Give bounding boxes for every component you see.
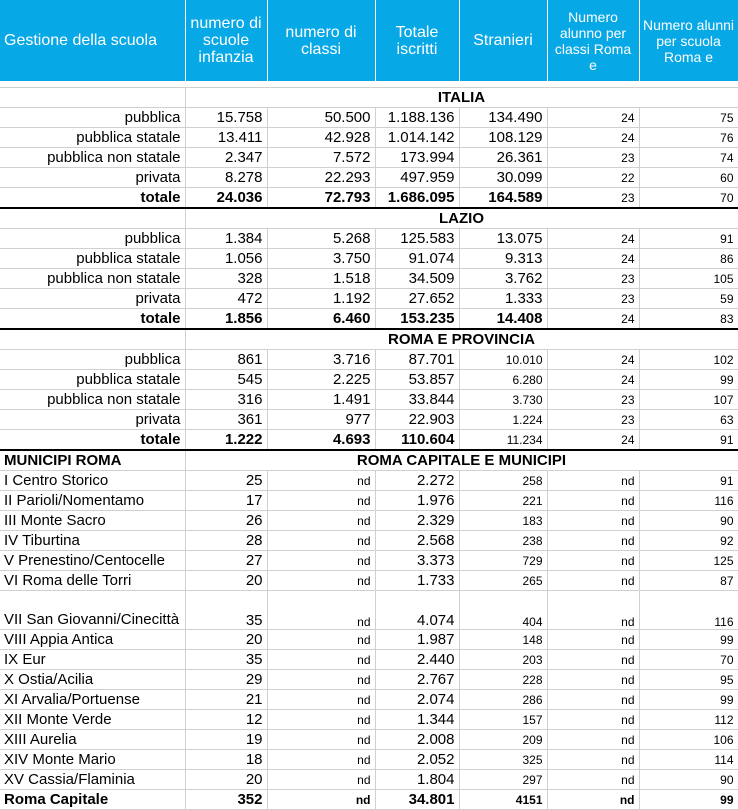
row-label: XIV Monte Mario [0, 750, 185, 770]
cell-per-classe: 24 [547, 370, 639, 390]
cell-iscritti: 2.052 [375, 750, 459, 770]
cell-scuole: 328 [185, 269, 267, 289]
cell-classi: nd [267, 471, 375, 491]
row-label: II Parioli/Nomentamo [0, 491, 185, 511]
cell-stranieri: 164.589 [459, 188, 547, 209]
cell-per-classe: 24 [547, 249, 639, 269]
row-label: privata [0, 410, 185, 430]
cell-classi: 72.793 [267, 188, 375, 209]
cell-per-scuola: 107 [639, 390, 738, 410]
header-numero-scuole: numero di scuole infanzia [185, 0, 267, 81]
cell-stranieri: 203 [459, 650, 547, 670]
table-row [0, 370, 738, 390]
cell-iscritti: 34.509 [375, 269, 459, 289]
cell-scuole: 18 [185, 750, 267, 770]
cell-iscritti: 173.994 [375, 148, 459, 168]
cell-scuole: 35 [185, 591, 267, 630]
cell-per-classe: nd [547, 790, 639, 810]
cell-scuole: 545 [185, 370, 267, 390]
table-row [0, 289, 738, 309]
table-row [0, 309, 738, 330]
cell-per-scuola: 114 [639, 750, 738, 770]
row-label: totale [0, 309, 185, 330]
header-numero-classi: numero di classi [267, 0, 375, 81]
cell-classi: 7.572 [267, 148, 375, 168]
section-blank-cell [0, 208, 185, 229]
row-label: X Ostia/Acilia [0, 670, 185, 690]
cell-per-scuola: 74 [639, 148, 738, 168]
cell-iscritti: 125.583 [375, 229, 459, 249]
cell-classi: nd [267, 730, 375, 750]
cell-scuole: 12 [185, 710, 267, 730]
cell-iscritti: 34.801 [375, 790, 459, 810]
table-row [0, 128, 738, 148]
table-row [0, 148, 738, 168]
table-row [0, 591, 738, 630]
cell-stranieri: 148 [459, 630, 547, 650]
municipi-heading: MUNICIPI ROMA [0, 450, 185, 471]
cell-classi: 1.491 [267, 390, 375, 410]
cell-per-scuola: 106 [639, 730, 738, 750]
section-title: ROMA E PROVINCIA [185, 329, 738, 350]
cell-iscritti: 2.440 [375, 650, 459, 670]
header-gestione: Gestione della scuola [0, 0, 185, 81]
cell-per-classe: nd [547, 531, 639, 551]
cell-stranieri: 30.099 [459, 168, 547, 188]
cell-classi: nd [267, 690, 375, 710]
row-label: VII San Giovanni/Cinecittà [0, 591, 185, 630]
row-label: privata [0, 289, 185, 309]
cell-stranieri: 729 [459, 551, 547, 571]
cell-classi: 3.716 [267, 350, 375, 370]
row-label: IV Tiburtina [0, 531, 185, 551]
table-row [0, 410, 738, 430]
cell-stranieri: 183 [459, 511, 547, 531]
cell-per-scuola: 99 [639, 630, 738, 650]
row-label: pubblica statale [0, 249, 185, 269]
cell-per-scuola: 90 [639, 511, 738, 531]
cell-classi: 42.928 [267, 128, 375, 148]
table-row [0, 168, 738, 188]
row-label: XV Cassia/Flaminia [0, 770, 185, 790]
cell-classi: 1.518 [267, 269, 375, 289]
cell-classi: 1.192 [267, 289, 375, 309]
cell-iscritti: 4.074 [375, 591, 459, 630]
cell-stranieri: 404 [459, 591, 547, 630]
section-blank-cell [0, 88, 185, 108]
cell-classi: 6.460 [267, 309, 375, 330]
cell-classi: nd [267, 571, 375, 591]
cell-iscritti: 2.008 [375, 730, 459, 750]
cell-scuole: 472 [185, 289, 267, 309]
cell-scuole: 20 [185, 571, 267, 591]
cell-per-scuola: 90 [639, 770, 738, 790]
cell-stranieri: 297 [459, 770, 547, 790]
cell-per-classe: nd [547, 750, 639, 770]
cell-scuole: 361 [185, 410, 267, 430]
cell-per-scuola: 99 [639, 370, 738, 390]
cell-per-classe: nd [547, 591, 639, 630]
row-label: pubblica non statale [0, 269, 185, 289]
cell-iscritti: 91.074 [375, 249, 459, 269]
cell-iscritti: 1.014.142 [375, 128, 459, 148]
cell-classi: nd [267, 630, 375, 650]
row-label: V Prenestino/Centocelle [0, 551, 185, 571]
row-label: pubblica [0, 229, 185, 249]
cell-per-classe: nd [547, 650, 639, 670]
row-label: XII Monte Verde [0, 710, 185, 730]
cell-per-scuola: 99 [639, 790, 738, 810]
cell-per-scuola: 76 [639, 128, 738, 148]
table-row [0, 430, 738, 451]
cell-per-classe: 24 [547, 430, 639, 451]
cell-per-scuola: 70 [639, 188, 738, 209]
table-row [0, 730, 738, 750]
table-row [0, 690, 738, 710]
cell-stranieri: 13.075 [459, 229, 547, 249]
header-alunni-per-scuola: Numero alunni per scuola Roma e [639, 0, 738, 81]
cell-per-scuola: 91 [639, 229, 738, 249]
cell-scuole: 35 [185, 650, 267, 670]
cell-scuole: 24.036 [185, 188, 267, 209]
cell-classi: 977 [267, 410, 375, 430]
cell-stranieri: 157 [459, 710, 547, 730]
table-row [0, 188, 738, 209]
cell-iscritti: 153.235 [375, 309, 459, 330]
row-label: totale [0, 430, 185, 451]
cell-iscritti: 1.686.095 [375, 188, 459, 209]
cell-stranieri: 9.313 [459, 249, 547, 269]
table-body [0, 88, 738, 810]
section-header-row [0, 208, 738, 229]
cell-stranieri: 1.333 [459, 289, 547, 309]
cell-classi: 50.500 [267, 108, 375, 128]
cell-stranieri: 26.361 [459, 148, 547, 168]
cell-per-scuola: 86 [639, 249, 738, 269]
cell-scuole: 8.278 [185, 168, 267, 188]
cell-per-classe: nd [547, 630, 639, 650]
cell-per-scuola: 116 [639, 491, 738, 511]
cell-classi: nd [267, 531, 375, 551]
cell-per-classe: nd [547, 471, 639, 491]
cell-scuole: 352 [185, 790, 267, 810]
row-label: VIII Appia Antica [0, 630, 185, 650]
cell-stranieri: 1.224 [459, 410, 547, 430]
roma-capitale-heading: ROMA CAPITALE E MUNICIPI [185, 450, 738, 471]
table-row [0, 670, 738, 690]
cell-classi: 3.750 [267, 249, 375, 269]
table-row [0, 350, 738, 370]
cell-per-scuola: 116 [639, 591, 738, 630]
cell-per-scuola: 63 [639, 410, 738, 430]
cell-per-classe: 23 [547, 410, 639, 430]
cell-per-scuola: 105 [639, 269, 738, 289]
cell-per-scuola: 75 [639, 108, 738, 128]
cell-scuole: 2.347 [185, 148, 267, 168]
cell-classi: 2.225 [267, 370, 375, 390]
table-row [0, 511, 738, 531]
cell-per-classe: 23 [547, 289, 639, 309]
cell-classi: nd [267, 491, 375, 511]
cell-scuole: 21 [185, 690, 267, 710]
cell-iscritti: 22.903 [375, 410, 459, 430]
table-row [0, 790, 738, 810]
cell-iscritti: 2.272 [375, 471, 459, 491]
cell-classi: 4.693 [267, 430, 375, 451]
cell-scuole: 29 [185, 670, 267, 690]
table-row [0, 471, 738, 491]
cell-stranieri: 3.730 [459, 390, 547, 410]
row-label: XI Arvalia/Portuense [0, 690, 185, 710]
row-label: totale [0, 188, 185, 209]
cell-classi: nd [267, 551, 375, 571]
cell-per-scuola: 112 [639, 710, 738, 730]
cell-scuole: 1.384 [185, 229, 267, 249]
cell-stranieri: 238 [459, 531, 547, 551]
cell-iscritti: 3.373 [375, 551, 459, 571]
cell-per-classe: nd [547, 571, 639, 591]
cell-classi: nd [267, 670, 375, 690]
cell-stranieri: 4151 [459, 790, 547, 810]
table-row [0, 750, 738, 770]
section-title: ITALIA [185, 88, 738, 108]
municipi-header-row [0, 450, 738, 471]
cell-scuole: 26 [185, 511, 267, 531]
header-alunni-per-classe: Numero alunno per classi Roma e [547, 0, 639, 81]
cell-stranieri: 10.010 [459, 350, 547, 370]
cell-iscritti: 53.857 [375, 370, 459, 390]
cell-per-classe: nd [547, 770, 639, 790]
table-row [0, 229, 738, 249]
section-blank-cell [0, 329, 185, 350]
row-label: III Monte Sacro [0, 511, 185, 531]
cell-per-classe: 23 [547, 269, 639, 289]
cell-classi: nd [267, 650, 375, 670]
table-row [0, 531, 738, 551]
cell-classi: 22.293 [267, 168, 375, 188]
table-row [0, 571, 738, 591]
cell-scuole: 19 [185, 730, 267, 750]
cell-per-scuola: 102 [639, 350, 738, 370]
cell-classi: nd [267, 750, 375, 770]
cell-per-scuola: 125 [639, 551, 738, 571]
cell-stranieri: 265 [459, 571, 547, 591]
cell-classi: nd [267, 770, 375, 790]
cell-per-classe: nd [547, 690, 639, 710]
table-row [0, 390, 738, 410]
cell-per-scuola: 70 [639, 650, 738, 670]
cell-classi: nd [267, 710, 375, 730]
cell-per-classe: 24 [547, 229, 639, 249]
section-header-row [0, 329, 738, 350]
cell-iscritti: 2.767 [375, 670, 459, 690]
cell-per-scuola: 83 [639, 309, 738, 330]
row-label: pubblica non statale [0, 148, 185, 168]
table-row [0, 491, 738, 511]
row-label: I Centro Storico [0, 471, 185, 491]
cell-iscritti: 497.959 [375, 168, 459, 188]
cell-stranieri: 134.490 [459, 108, 547, 128]
row-label: privata [0, 168, 185, 188]
cell-scuole: 316 [185, 390, 267, 410]
cell-per-classe: 24 [547, 309, 639, 330]
table-row [0, 710, 738, 730]
cell-per-classe: 24 [547, 350, 639, 370]
cell-scuole: 15.758 [185, 108, 267, 128]
cell-scuole: 1.222 [185, 430, 267, 451]
cell-per-scuola: 91 [639, 430, 738, 451]
cell-iscritti: 110.604 [375, 430, 459, 451]
cell-iscritti: 2.568 [375, 531, 459, 551]
cell-per-scuola: 92 [639, 531, 738, 551]
row-label: pubblica [0, 108, 185, 128]
row-label: pubblica non statale [0, 390, 185, 410]
cell-per-classe: nd [547, 710, 639, 730]
cell-stranieri: 108.129 [459, 128, 547, 148]
cell-per-classe: 23 [547, 390, 639, 410]
cell-per-classe: nd [547, 511, 639, 531]
cell-per-classe: 23 [547, 148, 639, 168]
row-label: XIII Aurelia [0, 730, 185, 750]
row-label: Roma Capitale [0, 790, 185, 810]
row-label: VI Roma delle Torri [0, 571, 185, 591]
cell-per-classe: nd [547, 670, 639, 690]
cell-classi: nd [267, 511, 375, 531]
table-row [0, 249, 738, 269]
cell-iscritti: 87.701 [375, 350, 459, 370]
cell-per-scuola: 91 [639, 471, 738, 491]
cell-iscritti: 27.652 [375, 289, 459, 309]
cell-per-classe: 24 [547, 128, 639, 148]
section-title: LAZIO [185, 208, 738, 229]
cell-scuole: 861 [185, 350, 267, 370]
cell-iscritti: 1.804 [375, 770, 459, 790]
table-row [0, 650, 738, 670]
header-totale-iscritti: Totale iscritti [375, 0, 459, 81]
cell-scuole: 28 [185, 531, 267, 551]
cell-stranieri: 286 [459, 690, 547, 710]
cell-iscritti: 2.329 [375, 511, 459, 531]
cell-stranieri: 221 [459, 491, 547, 511]
row-label: pubblica statale [0, 370, 185, 390]
cell-stranieri: 11.234 [459, 430, 547, 451]
cell-iscritti: 1.733 [375, 571, 459, 591]
cell-stranieri: 6.280 [459, 370, 547, 390]
cell-iscritti: 1.976 [375, 491, 459, 511]
cell-scuole: 27 [185, 551, 267, 571]
table-row [0, 630, 738, 650]
cell-scuole: 1.056 [185, 249, 267, 269]
cell-iscritti: 33.844 [375, 390, 459, 410]
cell-scuole: 1.856 [185, 309, 267, 330]
cell-stranieri: 3.762 [459, 269, 547, 289]
cell-per-scuola: 95 [639, 670, 738, 690]
cell-per-classe: nd [547, 551, 639, 571]
cell-scuole: 13.411 [185, 128, 267, 148]
cell-iscritti: 1.344 [375, 710, 459, 730]
table-row [0, 770, 738, 790]
cell-stranieri: 325 [459, 750, 547, 770]
table-row [0, 551, 738, 571]
row-label: pubblica [0, 350, 185, 370]
row-label: pubblica statale [0, 128, 185, 148]
cell-iscritti: 2.074 [375, 690, 459, 710]
cell-per-classe: nd [547, 491, 639, 511]
cell-classi: nd [267, 591, 375, 630]
cell-stranieri: 14.408 [459, 309, 547, 330]
cell-stranieri: 228 [459, 670, 547, 690]
header-row [0, 0, 738, 81]
cell-per-classe: nd [547, 730, 639, 750]
cell-stranieri: 258 [459, 471, 547, 491]
cell-classi: 5.268 [267, 229, 375, 249]
cell-per-scuola: 99 [639, 690, 738, 710]
cell-iscritti: 1.188.136 [375, 108, 459, 128]
cell-scuole: 25 [185, 471, 267, 491]
table-row [0, 108, 738, 128]
row-label: IX Eur [0, 650, 185, 670]
cell-classi: nd [267, 790, 375, 810]
table-row [0, 269, 738, 289]
cell-per-scuola: 60 [639, 168, 738, 188]
cell-scuole: 17 [185, 491, 267, 511]
cell-per-scuola: 87 [639, 571, 738, 591]
cell-scuole: 20 [185, 770, 267, 790]
section-header-row [0, 88, 738, 108]
cell-scuole: 20 [185, 630, 267, 650]
cell-per-scuola: 59 [639, 289, 738, 309]
cell-stranieri: 209 [459, 730, 547, 750]
cell-per-classe: 24 [547, 108, 639, 128]
cell-per-classe: 23 [547, 188, 639, 209]
header-stranieri: Stranieri [459, 0, 547, 81]
cell-per-classe: 22 [547, 168, 639, 188]
cell-iscritti: 1.987 [375, 630, 459, 650]
